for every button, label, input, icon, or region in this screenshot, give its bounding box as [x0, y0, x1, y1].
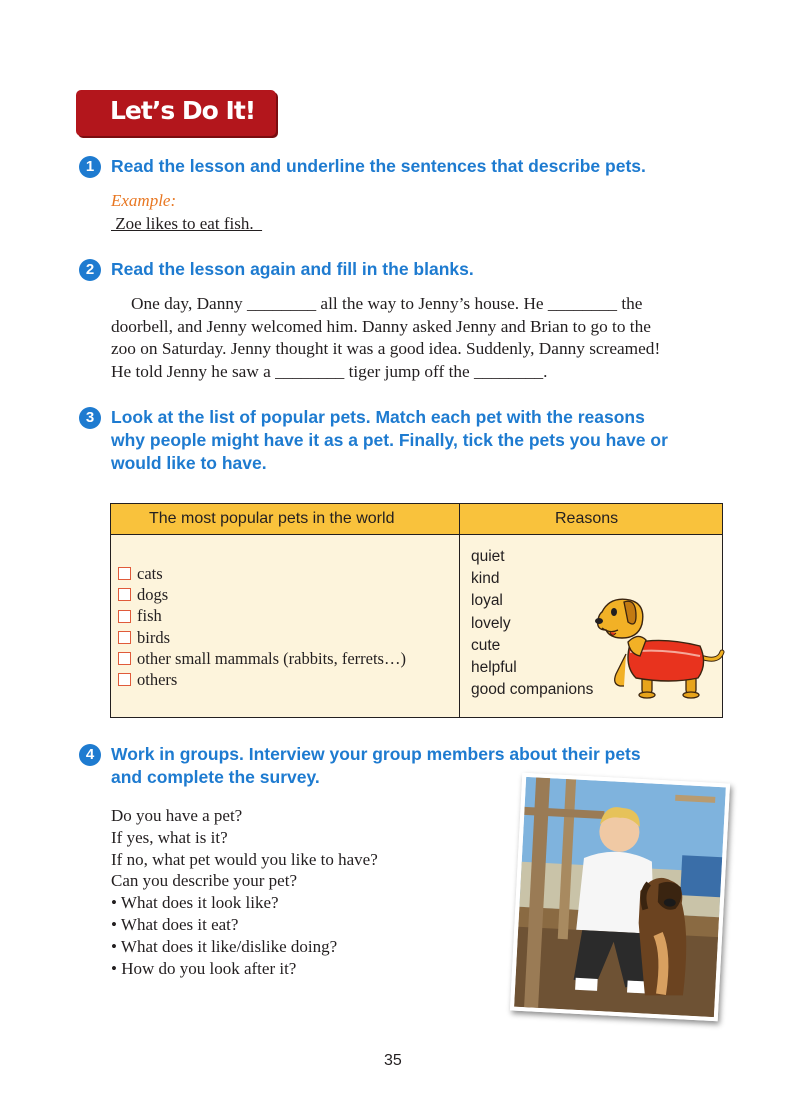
survey-questions: [111, 805, 378, 979]
pet-item-birds: [118, 627, 406, 648]
pet-item-dogs: [118, 584, 406, 605]
pet-label: fish: [137, 606, 162, 626]
pet-label: dogs: [137, 585, 169, 605]
pet-item-cats: [118, 563, 406, 584]
survey-question: If no, what pet would you like to have?: [111, 849, 378, 869]
paragraph-line: He told Jenny he saw a ________ tiger jump off the ________.: [111, 361, 548, 381]
pet-label: others: [137, 670, 178, 690]
pet-checkbox[interactable]: [118, 652, 131, 665]
banner-title: Let’s Do It!: [110, 96, 256, 125]
instruction-line: Look at the list of popular pets. Match each pet with the reasons: [111, 407, 645, 427]
paragraph-line: doorbell, and Jenny welcomed him. Danny asked Jenny and Brian to go to the: [111, 316, 651, 336]
reason-item: helpful: [471, 659, 517, 677]
fill-in-paragraph: [111, 293, 731, 383]
pet-checkbox[interactable]: [118, 567, 131, 580]
task-3-badge: 3: [79, 407, 101, 429]
instruction-line: would like to have.: [111, 453, 267, 473]
reason-item: good companions: [471, 681, 594, 699]
pet-label: birds: [137, 627, 170, 647]
pet-checkbox[interactable]: [118, 673, 131, 686]
reason-item: kind: [471, 570, 500, 588]
instruction-line: why people might have it as a pet. Finally, tick the pets you have or: [111, 430, 668, 450]
pets-list: [118, 563, 406, 690]
task-1-instruction: Read the lesson and underline the sentences that describe pets.: [111, 156, 646, 176]
reason-item: lovely: [471, 614, 511, 632]
paragraph-line: One day, Danny ________ all the way to Jenny’s house. He ________ the: [131, 294, 643, 313]
pet-label: cats: [137, 564, 163, 583]
section-banner: [76, 90, 276, 136]
pet-checkbox[interactable]: [118, 631, 131, 644]
survey-question: • How do you look after it?: [111, 958, 297, 978]
reasons-list: [471, 546, 593, 701]
task-3-instruction: [111, 406, 668, 475]
task-4-badge: 4: [79, 744, 101, 766]
example-label: Example:: [111, 191, 177, 210]
survey-question: If yes, what is it?: [111, 827, 228, 847]
column-divider: [459, 504, 460, 717]
reason-item: quiet: [471, 548, 505, 565]
task-2-badge: 2: [79, 259, 101, 281]
col-header-pets: The most popular pets in the world: [149, 510, 395, 527]
page-number: 35: [384, 1052, 402, 1069]
pet-item-small-mammals: [118, 648, 406, 669]
survey-question: Do you have a pet?: [111, 806, 243, 825]
task-2-instruction: Read the lesson again and fill in the blanks.: [111, 259, 474, 279]
col-header-reasons: Reasons: [555, 510, 619, 527]
boy-with-dog-photo: [510, 773, 730, 1022]
reason-item: loyal: [471, 592, 503, 610]
example-text: Zoe likes to eat fish.: [111, 214, 263, 233]
instruction-line: and complete the survey.: [111, 767, 320, 787]
photo-image: [514, 777, 726, 1017]
pet-item-fish: [118, 605, 406, 626]
cartoon-dog-illustration: [590, 594, 725, 699]
pet-label: other small mammals (rabbits, ferrets…): [137, 648, 406, 668]
survey-question: Can you describe your pet?: [111, 871, 297, 891]
pet-item-others: [118, 669, 406, 690]
paragraph-line: zoo on Saturday. Jenny thought it was a good idea. Suddenly, Danny screamed!: [111, 339, 661, 358]
survey-question: • What does it like/dislike doing?: [111, 936, 338, 956]
table-header: [111, 504, 722, 535]
pet-checkbox[interactable]: [118, 610, 131, 623]
task-1-badge: 1: [79, 156, 101, 178]
survey-question: • What does it look like?: [111, 893, 279, 913]
pet-checkbox[interactable]: [118, 588, 131, 601]
reason-item: cute: [471, 636, 501, 654]
survey-question: • What does it eat?: [111, 914, 239, 934]
instruction-line: Work in groups. Interview your group members about their pets: [111, 744, 641, 764]
